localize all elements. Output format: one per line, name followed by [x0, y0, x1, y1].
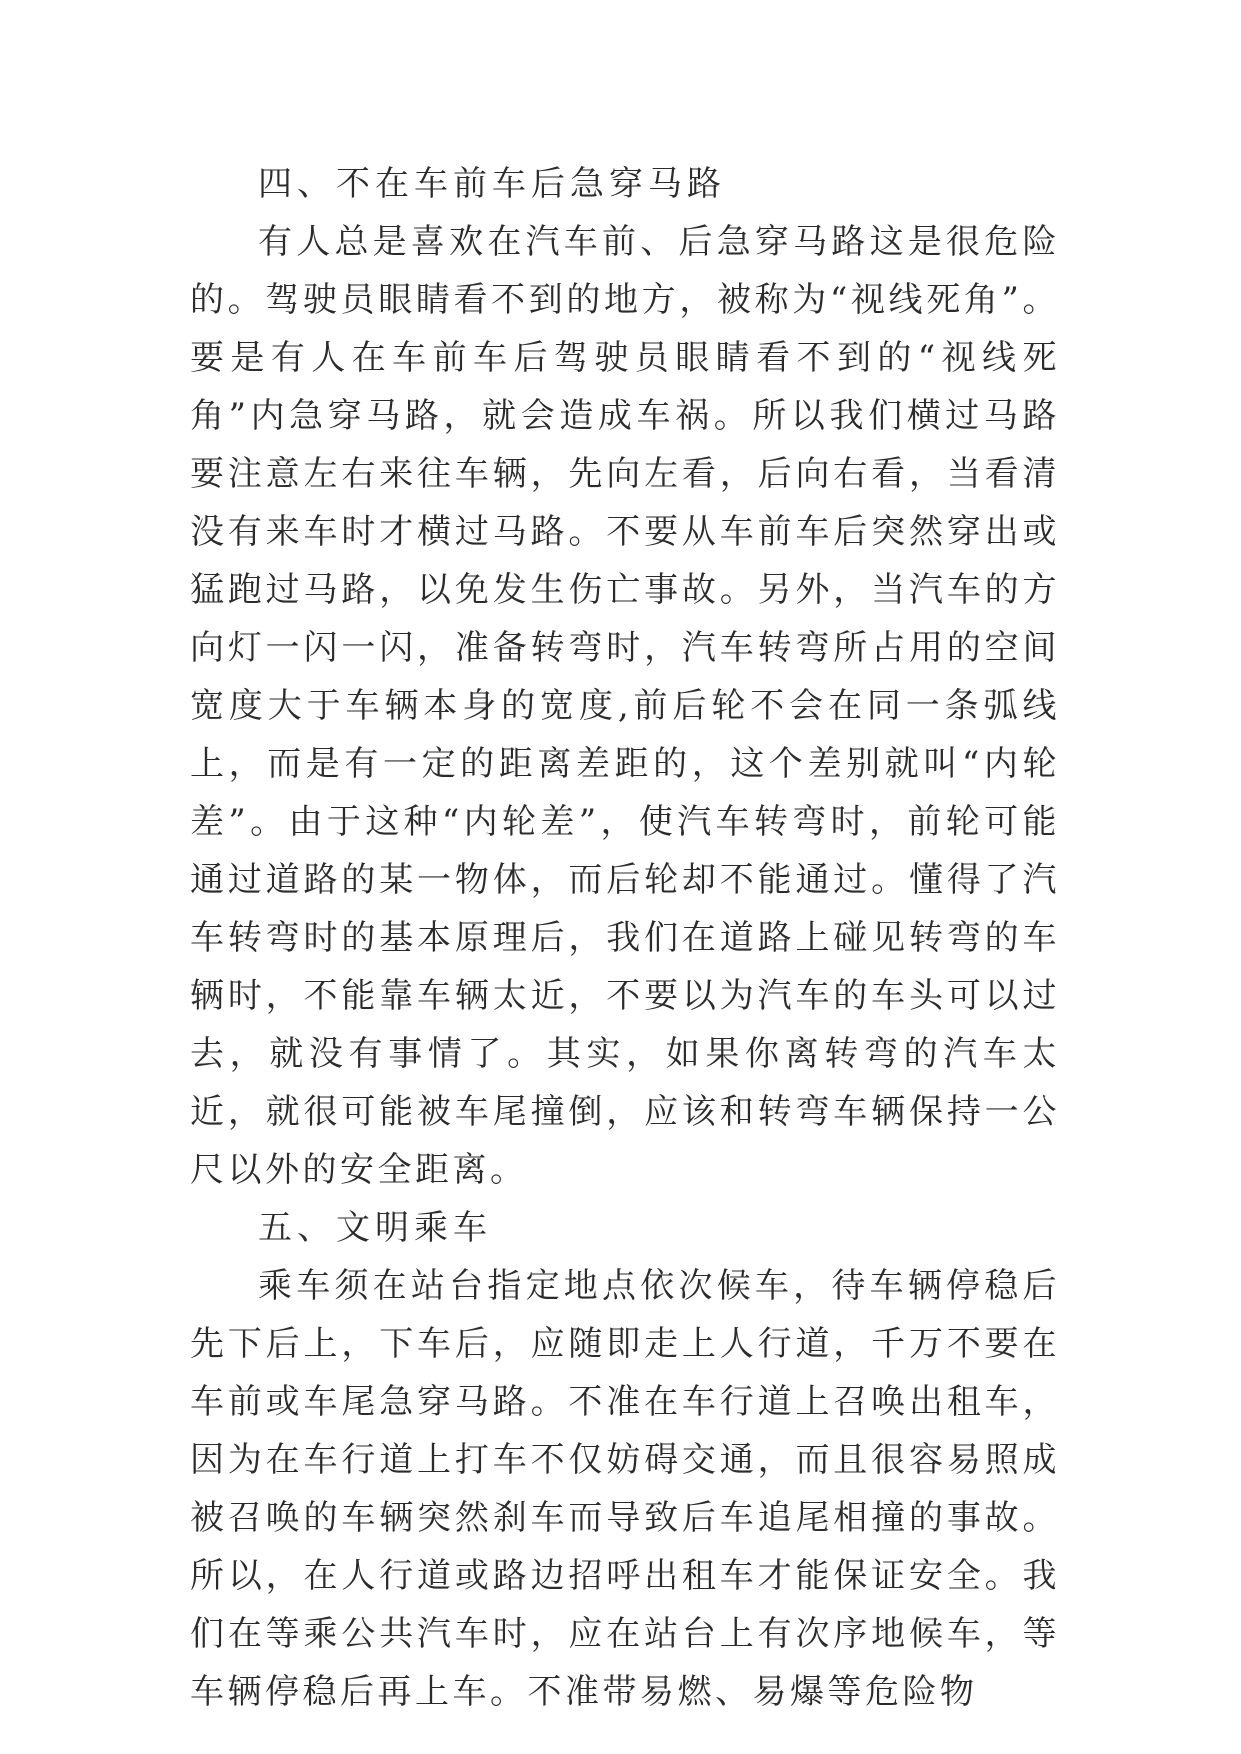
section-paragraph-5: 乘车须在站台指定地点依次候车，待车辆停稳后先下后上，下车后，应随即走上人行道，千万不要在车前或车尾急穿马路。不准在车行道上召唤出租车，因为在车行道上打车不仅妨碍交通，而且很容易照成被召唤的车辆突然刹车而导致后车追尾相撞的事故。所以，在人行道或路边招呼出租车才能保证安全。我们在等乘公共汽车时，应在站台上有次序地候车，等车辆停稳后再上车。不准带易燃、易爆等危险物 [190, 1266, 1060, 1712]
section-heading-4: 四、不在车前车后急穿马路 [258, 164, 726, 204]
section-heading-5: 五、文明乘车 [258, 1208, 492, 1248]
document-body [190, 155, 1060, 1721]
section-paragraph-4: 有人总是喜欢在汽车前、后急穿马路这是很危险的。驾驶员眼睛看不到的地方，被称为“视线死角”。要是有人在车前车后驾驶员眼睛看不到的“视线死角”内急穿马路，就会造成车祸。所以我们横过马路要注意左右来往车辆，先向左看，后向右看，当看清没有来车时才横过马路。不要从车前车后突然穿出或猛跑过马路，以免发生伤亡事故。另外，当汽车的方向灯一闪一闪，准备转弯时，汽车转弯所占用的空间宽度大于车辆本身的宽度,前后轮不会在同一条弧线上，而是有一定的距离差距的，这个差别就叫“内轮差”。由于这种“内轮差”，使汽车转弯时，前轮可能通过道路的某一物体，而后轮却不能通过。懂得了汽车转弯时的基本原理后，我们在道路上碰见转弯的车辆时，不能靠车辆太近，不要以为汽车的车头可以过去，就没有事情了。其实，如果你离转弯的汽车太近，就很可能被车尾撞倒，应该和转弯车辆保持一公尺以外的安全距离。 [190, 222, 1060, 1190]
